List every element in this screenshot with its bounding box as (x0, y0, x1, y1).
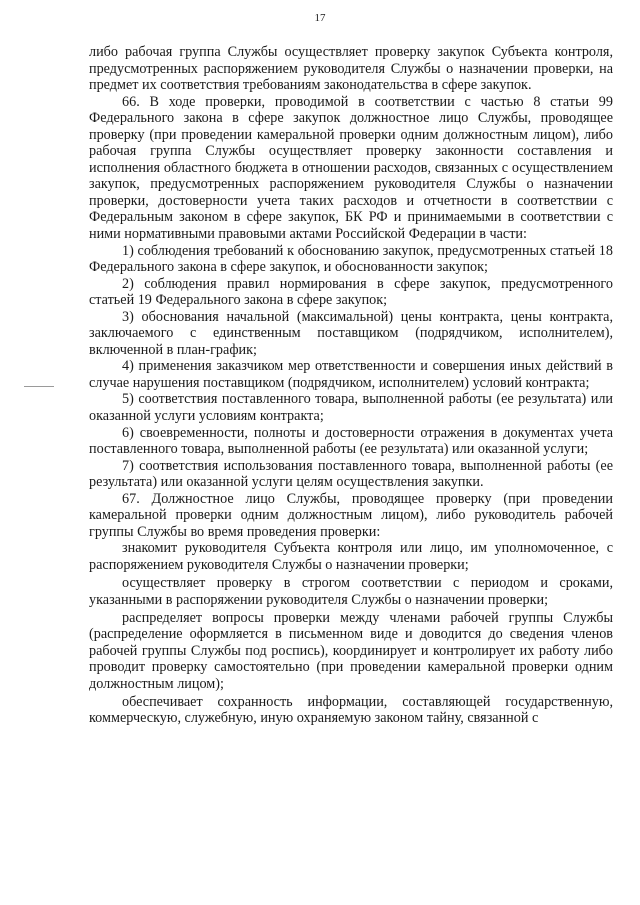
list-item-5: 5) соответствия поставленного товара, выполненной работы (ее результата) или оказанной услуги условиям контракта; (89, 391, 613, 425)
margin-mark (24, 386, 54, 387)
duty-item-acquaint: знакомит руководителя Субъекта контроля или лицо, им уполномоченное, с распоряжением руководителя Службы о назначении проверки; (89, 540, 613, 573)
document-body (89, 44, 613, 727)
duty-item-conduct: осуществляет проверку в строгом соответствии с периодом и сроками, указанными в распоряжении руководителя Службы о назначении проверки; (89, 575, 613, 608)
list-item-1: 1) соблюдения требований к обоснованию закупок, предусмотренных статьей 18 Федерального закона в сфере закупок, и обоснованности закупок; (89, 242, 613, 276)
paragraph-66: 66. В ходе проверки, проводимой в соответствии с частью 8 статьи 99 Федерального закона в сфере закупок должностное лицо Службы, проводящее проверку (при проведении камеральной проверки одним должностным лицом), либо рабочая группа Службы осуществляет проверку законности составления и исполнения областного бюджета в отношении расходов, связанных с осуществлением закупок, предусмотренных распоряжением руководителя Службы о назначении проверки, достоверности учета таких расходов и отчетности в соответствии с Федеральным законом в сфере закупок, БК РФ и принимаемыми в соответствии с ними нормативными правовыми актами Российской Федерации в части: (89, 93, 613, 243)
list-item-6: 6) своевременности, полноты и достоверности отражения в документах учета поставленного товара, выполненной работы (ее результата) или оказанной услуги; (89, 424, 613, 458)
duty-item-distribute: распределяет вопросы проверки между членами рабочей группы Службы (распределение оформляется в письменном виде и доводится до сведения членов рабочей группы Службы под роспись), координирует и контролирует их работу либо проводит проверку самостоятельно (при проведении камеральной проверки одним должностным лицом); (89, 609, 613, 692)
paragraph-67: 67. Должностное лицо Службы, проводящее проверку (при проведении камеральной проверки одним должностным лицом), либо руководитель рабочей группы Службы во время проведения проверки: (89, 490, 613, 540)
paragraph-continuation: либо рабочая группа Службы осуществляет проверку закупок Субъекта контроля, предусмотренных распоряжением руководителя Службы о назначении проверки, на предмет их соответствия требованиям законодательства в сфере закупок. (89, 44, 613, 94)
list-item-7: 7) соответствия использования поставленного товара, выполненной работы (ее результата) или оказанной услуги целям осуществления закупки. (89, 457, 613, 491)
duty-item-confidentiality: обеспечивает сохранность информации, составляющей государственную, коммерческую, служебную, иную охраняемую законом тайну, связанной с (89, 693, 613, 727)
list-item-3: 3) обоснования начальной (максимальной) цены контракта, цены контракта, заключаемого с единственным поставщиком (подрядчиком, исполнителем), включенной в план-график; (89, 308, 613, 358)
list-item-4: 4) применения заказчиком мер ответственности и совершения иных действий в случае нарушения поставщиком (подрядчиком, исполнителем) условий контракта; (89, 358, 613, 391)
page-number: 17 (314, 12, 326, 24)
list-item-2: 2) соблюдения правил нормирования в сфере закупок, предусмотренного статьей 19 Федерального закона в сфере закупок; (89, 275, 613, 309)
